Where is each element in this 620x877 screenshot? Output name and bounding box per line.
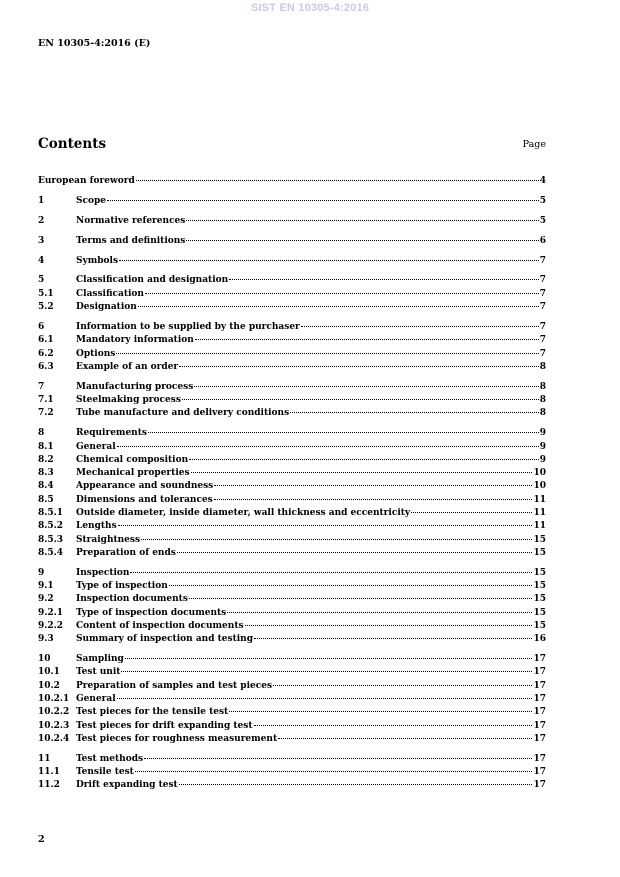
dot-leader — [214, 485, 532, 486]
toc-entry-number: 8.4 — [38, 481, 54, 492]
toc-group — [38, 321, 546, 374]
toc-entry-number: 6.3 — [38, 361, 54, 372]
toc-entry-number: 10 — [38, 654, 51, 665]
toc-entry-title: Lengths — [76, 521, 117, 532]
toc-entry-number: 10.1 — [38, 667, 60, 678]
toc-entry-page: 9 — [539, 454, 546, 465]
toc-entry[interactable] — [38, 321, 546, 334]
dot-leader — [107, 200, 539, 201]
toc-entry[interactable] — [38, 454, 546, 467]
toc-entry-title: Mechanical properties — [76, 468, 190, 479]
toc-entry-number: 10.2.3 — [38, 720, 70, 731]
toc-entry[interactable] — [38, 593, 546, 606]
dot-leader — [145, 293, 539, 294]
toc-entry-page: 11 — [533, 507, 546, 518]
dot-leader — [179, 366, 539, 367]
dot-leader — [411, 512, 532, 513]
toc-entry[interactable] — [38, 334, 546, 347]
toc-entry-page: 11 — [533, 494, 546, 505]
dot-leader — [290, 412, 539, 413]
toc-entry-title: Inspection — [76, 567, 130, 578]
toc-entry-title: Appearance and soundness — [76, 481, 214, 492]
dot-leader — [214, 499, 533, 500]
toc-group — [38, 235, 546, 248]
toc-entry-number: 6.1 — [38, 335, 54, 346]
toc-entry-page: 17 — [533, 733, 546, 744]
dot-leader — [177, 552, 533, 553]
toc-entry-title: Steelmaking process — [76, 395, 181, 406]
toc-entry-number: 8.5.1 — [38, 507, 64, 518]
toc-entry[interactable] — [38, 547, 546, 560]
toc-group — [38, 381, 546, 421]
toc-entry-title: Example of an order — [76, 361, 179, 372]
toc-entry-number: 8.5 — [38, 494, 54, 505]
toc-entry-title: Test unit — [76, 667, 121, 678]
toc-entry-title: Classification and designation — [76, 275, 229, 286]
toc-entry-number: 9.2.2 — [38, 620, 64, 631]
toc-entry[interactable] — [38, 607, 546, 620]
toc-group — [38, 753, 546, 793]
toc-entry-title: Chemical composition — [76, 454, 189, 465]
toc-entry-title: Symbols — [76, 255, 119, 266]
toc-entry[interactable] — [38, 274, 546, 287]
toc-entry[interactable] — [38, 666, 546, 679]
dot-leader — [189, 459, 539, 460]
toc-group — [38, 274, 546, 314]
toc-entry-title: Requirements — [76, 428, 147, 439]
toc-entry-page: 17 — [533, 707, 546, 718]
toc-group — [38, 175, 546, 188]
toc-entry[interactable] — [38, 680, 546, 693]
toc-entry-number: 11.2 — [38, 780, 60, 791]
toc-entry-page: 15 — [533, 607, 546, 618]
toc-entry-title: Information to be supplied by the purchaser — [76, 321, 300, 332]
toc-entry-page: 15 — [533, 594, 546, 605]
dot-leader — [119, 260, 539, 261]
toc-entry-title: Test pieces for drift expanding test — [76, 720, 253, 731]
toc-entry-page: 15 — [533, 581, 546, 592]
document-header: EN 10305-4:2016 (E) — [38, 38, 151, 49]
dot-leader — [169, 585, 533, 586]
toc-group — [38, 255, 546, 268]
toc-entry-number: 9.2 — [38, 594, 54, 605]
watermark: SIST EN 10305-4:2016 — [250, 2, 370, 14]
toc-entry-page: 8 — [539, 381, 546, 392]
dot-leader — [191, 472, 533, 473]
toc-entry-number: 4 — [38, 255, 45, 266]
toc-entry-page: 7 — [539, 335, 546, 346]
toc-entry-title: Test pieces for roughness measurement — [76, 733, 278, 744]
toc-entry-page: 17 — [533, 667, 546, 678]
toc-group — [38, 567, 546, 647]
toc-entry-title: Drift expanding test — [76, 780, 178, 791]
toc-entry-page: 5 — [539, 215, 546, 226]
dot-leader — [136, 180, 539, 181]
toc-entry-title: Scope — [76, 195, 107, 206]
toc-entry[interactable] — [38, 706, 546, 719]
toc-entry-page: 17 — [533, 680, 546, 691]
dot-leader — [278, 738, 532, 739]
toc-entry[interactable] — [38, 441, 546, 454]
dot-leader — [186, 240, 538, 241]
toc-entry-title: General — [76, 441, 116, 452]
dot-leader — [182, 399, 539, 400]
toc-entry[interactable] — [38, 580, 546, 593]
dot-leader — [121, 671, 532, 672]
dot-leader — [117, 698, 533, 699]
toc-entry-page: 7 — [539, 255, 546, 266]
table-of-contents — [38, 175, 546, 799]
toc-entry-page: 9 — [539, 441, 546, 452]
dot-leader — [186, 220, 538, 221]
toc-entry[interactable] — [38, 653, 546, 666]
toc-entry-title: General — [76, 694, 116, 705]
toc-entry[interactable] — [38, 235, 546, 248]
toc-entry-page: 15 — [533, 567, 546, 578]
dot-leader — [227, 612, 532, 613]
dot-leader — [118, 525, 533, 526]
toc-entry-page: 4 — [539, 176, 546, 186]
toc-entry[interactable] — [38, 620, 546, 633]
toc-entry-title: Designation — [76, 302, 137, 313]
toc-entry-title: Manufacturing process — [76, 381, 194, 392]
dot-leader — [229, 711, 532, 712]
toc-entry-page: 10 — [533, 468, 546, 479]
toc-entry-title: Options — [76, 348, 116, 359]
toc-entry[interactable] — [38, 720, 546, 733]
dot-leader — [229, 279, 539, 280]
page-column-label: Page — [522, 139, 546, 150]
toc-entry-number: 9.2.1 — [38, 607, 64, 618]
dot-leader — [195, 339, 539, 340]
toc-entry-title: Normative references — [76, 215, 186, 226]
toc-entry-number: 9.3 — [38, 634, 54, 645]
toc-entry-title: Content of inspection documents — [76, 620, 244, 631]
toc-entry-page: 8 — [539, 408, 546, 419]
toc-group — [38, 427, 546, 560]
toc-entry-page: 5 — [539, 195, 546, 206]
toc-entry-title: Tensile test — [76, 767, 134, 778]
toc-entry-number: 8 — [38, 428, 45, 439]
dot-leader — [116, 353, 538, 354]
toc-entry-page: 17 — [533, 720, 546, 731]
toc-entry-title: Dimensions and tolerances — [76, 494, 213, 505]
toc-entry-number: 9.1 — [38, 581, 54, 592]
dot-leader — [130, 572, 532, 573]
toc-group — [38, 653, 546, 746]
toc-entry-page: 10 — [533, 481, 546, 492]
toc-entry-title: Terms and definitions — [76, 235, 186, 246]
toc-entry[interactable] — [38, 779, 546, 792]
toc-entry-title: Preparation of ends — [76, 547, 176, 558]
toc-entry-page: 17 — [533, 654, 546, 665]
toc-entry[interactable] — [38, 288, 546, 301]
toc-entry-page: 17 — [533, 753, 546, 764]
dot-leader — [138, 306, 539, 307]
toc-entry-page: 7 — [539, 348, 546, 359]
toc-entry[interactable] — [38, 348, 546, 361]
toc-entry-title: Mandatory information — [76, 335, 194, 346]
toc-entry[interactable] — [38, 195, 546, 208]
toc-entry-page: 17 — [533, 780, 546, 791]
dot-leader — [135, 771, 533, 772]
toc-entry-title: Preparation of samples and test pieces — [76, 680, 273, 691]
toc-entry[interactable] — [38, 361, 546, 374]
toc-entry-page: 7 — [539, 288, 546, 299]
toc-entry-number: 8.5.3 — [38, 534, 64, 545]
toc-entry[interactable] — [38, 427, 546, 440]
toc-entry-number: 1 — [38, 195, 45, 206]
toc-entry-number: 5.1 — [38, 288, 54, 299]
toc-entry-title: Sampling — [76, 654, 124, 665]
dot-leader — [194, 386, 538, 387]
dot-leader — [245, 625, 533, 626]
toc-entry-title: Type of inspection — [76, 581, 168, 592]
toc-entry-title: Test pieces for the tensile test — [76, 707, 229, 718]
toc-entry-title: Summary of inspection and testing — [76, 634, 253, 645]
toc-entry-number: 8.5.2 — [38, 521, 64, 532]
toc-entry-title: Inspection documents — [76, 594, 188, 605]
toc-entry[interactable] — [38, 255, 546, 268]
dot-leader — [301, 326, 539, 327]
toc-entry-page: 7 — [539, 321, 546, 332]
toc-entry[interactable] — [38, 381, 546, 394]
toc-entry-number: 11 — [38, 753, 51, 764]
toc-entry-title: Test methods — [76, 753, 144, 764]
toc-entry-number: 8.5.4 — [38, 547, 64, 558]
toc-entry-title: Tube manufacture and delivery conditions — [76, 408, 290, 419]
toc-entry-page: 15 — [533, 534, 546, 545]
toc-entry-number: 6.2 — [38, 348, 54, 359]
dot-leader — [179, 784, 533, 785]
dot-leader — [141, 539, 532, 540]
contents-title: Contents — [38, 136, 107, 152]
toc-entry[interactable] — [38, 480, 546, 493]
dot-leader — [148, 432, 539, 433]
toc-entry-number: 7 — [38, 381, 45, 392]
toc-entry-page: 8 — [539, 361, 546, 372]
toc-entry-number: 10.2.1 — [38, 694, 70, 705]
toc-entry-page: 11 — [533, 521, 546, 532]
toc-entry-number: 2 — [38, 215, 45, 226]
toc-entry-title: Classification — [76, 288, 144, 299]
toc-entry-number: 5 — [38, 275, 45, 286]
dot-leader — [189, 598, 533, 599]
toc-entry-number: 10.2 — [38, 680, 60, 691]
dot-leader — [144, 758, 532, 759]
toc-entry-number: 7.1 — [38, 395, 54, 406]
toc-entry-title: Type of inspection documents — [76, 607, 227, 618]
toc-entry-title: European foreword — [38, 176, 135, 186]
toc-entry-title: Outside diameter, inside diameter, wall thickness and eccentricity — [76, 507, 411, 518]
toc-entry-number: 5.2 — [38, 302, 54, 313]
toc-entry-number: 8.2 — [38, 454, 54, 465]
toc-entry-number: 6 — [38, 321, 45, 332]
toc-entry[interactable] — [38, 567, 546, 580]
toc-entry[interactable] — [38, 693, 546, 706]
toc-entry[interactable] — [38, 407, 546, 420]
toc-entry-page: 15 — [533, 547, 546, 558]
toc-group — [38, 215, 546, 228]
toc-entry-page: 7 — [539, 275, 546, 286]
toc-entry-number: 3 — [38, 235, 45, 246]
toc-entry-number: 9 — [38, 567, 45, 578]
toc-entry-page: 17 — [533, 694, 546, 705]
toc-entry[interactable] — [38, 175, 546, 188]
toc-entry[interactable] — [38, 301, 546, 314]
toc-entry[interactable] — [38, 394, 546, 407]
toc-entry-number: 10.2.2 — [38, 707, 70, 718]
toc-entry-number: 11.1 — [38, 767, 60, 778]
toc-entry[interactable] — [38, 215, 546, 228]
dot-leader — [125, 658, 533, 659]
toc-entry-page: 17 — [533, 767, 546, 778]
toc-entry-number: 7.2 — [38, 408, 54, 419]
toc-entry[interactable] — [38, 520, 546, 533]
page-number: 2 — [38, 834, 45, 845]
toc-entry[interactable] — [38, 494, 546, 507]
toc-entry-title: Straightness — [76, 534, 141, 545]
dot-leader — [254, 638, 532, 639]
toc-entry-page: 8 — [539, 395, 546, 406]
toc-entry[interactable] — [38, 633, 546, 646]
toc-entry-page: 7 — [539, 302, 546, 313]
toc-entry[interactable] — [38, 467, 546, 480]
toc-group — [38, 195, 546, 208]
toc-entry[interactable] — [38, 534, 546, 547]
toc-entry-number: 8.1 — [38, 441, 54, 452]
dot-leader — [254, 725, 533, 726]
toc-entry[interactable] — [38, 733, 546, 746]
toc-entry-page: 15 — [533, 620, 546, 631]
toc-entry[interactable] — [38, 507, 546, 520]
toc-entry[interactable] — [38, 753, 546, 766]
toc-entry[interactable] — [38, 766, 546, 779]
toc-entry-page: 6 — [539, 235, 546, 246]
toc-entry-page: 9 — [539, 428, 546, 439]
dot-leader — [117, 446, 539, 447]
toc-entry-number: 8.3 — [38, 468, 54, 479]
toc-entry-number: 10.2.4 — [38, 733, 70, 744]
toc-entry-page: 16 — [533, 634, 546, 645]
dot-leader — [273, 685, 532, 686]
